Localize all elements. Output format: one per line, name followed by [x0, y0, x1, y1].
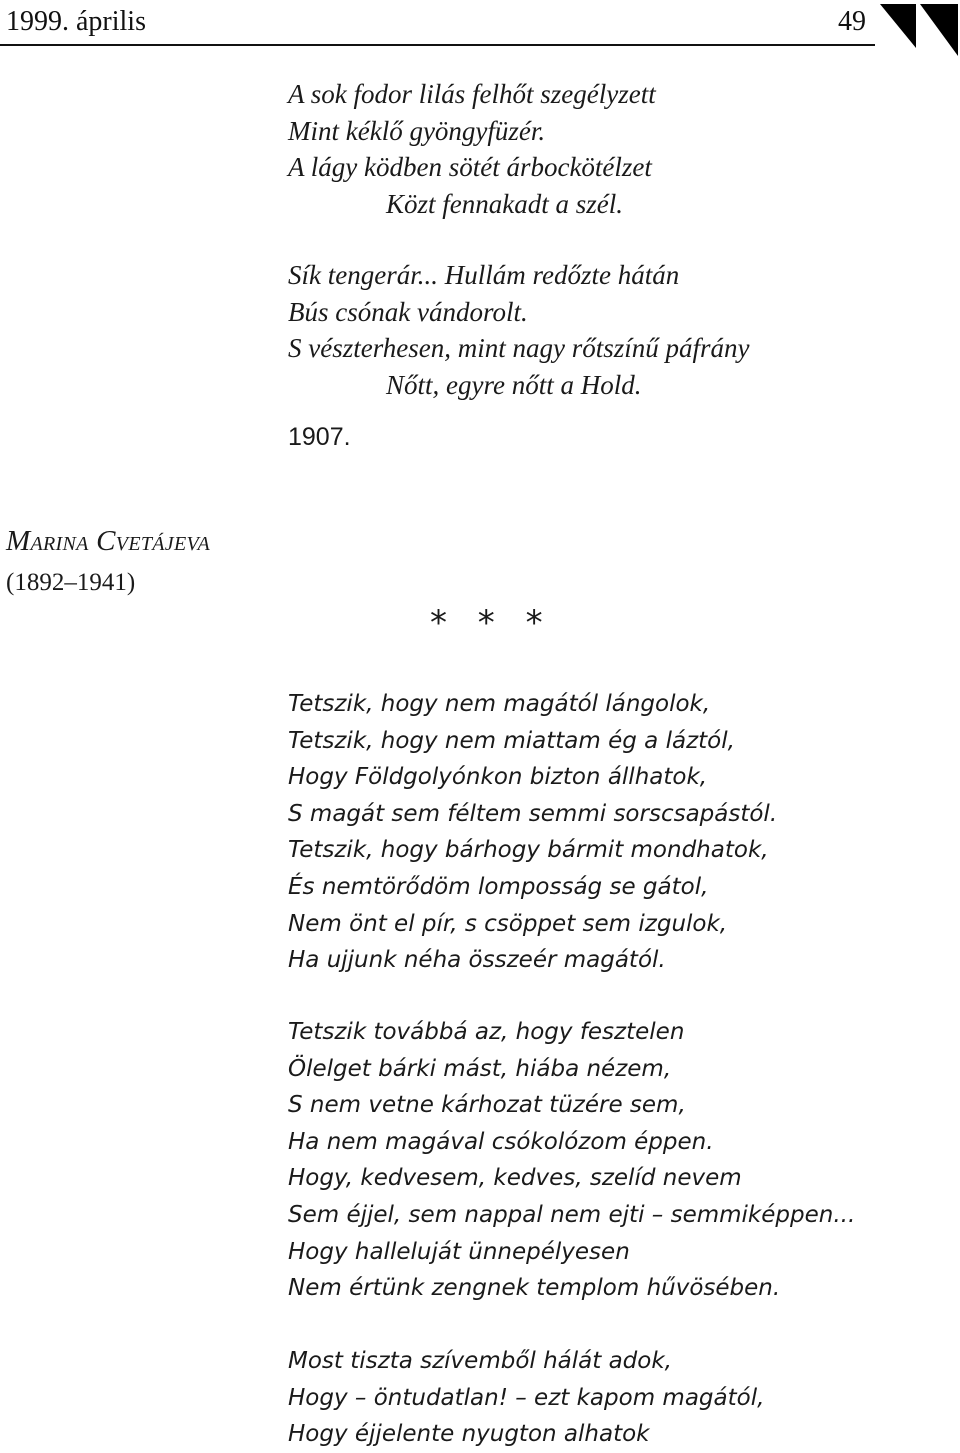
header-date: 1999. április [6, 6, 146, 37]
verse-line: Közt fennakadt a szél. [386, 189, 623, 220]
verse-line: Hogy halleluját ünnepélyesen [288, 1238, 630, 1265]
verse-line: S vészterhesen, mint nagy rőtszínű páfrány [288, 333, 750, 364]
page-number: 49 [838, 6, 866, 37]
verse-line: Sem éjjel, sem nappal nem ejti – semmiképpen... [288, 1201, 856, 1228]
verse-line: Nem önt el pír, s csöppet sem izgulok, [288, 910, 728, 937]
header-rule [0, 44, 875, 46]
verse-line: Tetszik, hogy bárhogy bármit mondhatok, [288, 837, 769, 864]
verse-line: Ha ujjunk néha összeér magától. [288, 947, 666, 974]
author-name: Marina Cvetájeva [6, 525, 211, 557]
verse-line: Hogy – öntudatlan! – ezt kapom magától, [288, 1384, 765, 1411]
verse-line: Most tiszta szívemből hálát adok, [288, 1348, 672, 1374]
poem2-stanza2 [288, 1014, 855, 1307]
verse-line: Ölelget bárki mást, hiába nézem, [288, 1055, 672, 1082]
verse-line: És nemtörődöm lomposság se gátol, [288, 873, 709, 900]
section-separator: * * * [430, 603, 553, 643]
author-lifespan: (1892–1941) [6, 569, 136, 596]
poem1-stanza2 [288, 257, 749, 404]
verse-line: A sok fodor lilás felhőt szegélyzett [288, 79, 656, 109]
verse-line: S magát sem féltem semmi sorscsapástól. [288, 800, 778, 827]
verse-line: Tetszik, hogy nem magától lángolok, [288, 691, 711, 717]
poem1-stanza1 [288, 76, 656, 223]
verse-line: Sík tengerár... Hullám redőzte hátán [288, 260, 680, 290]
verse-line: Ha nem magával csókolózom éppen. [288, 1128, 714, 1155]
verse-line: Bús csónak vándorolt. [288, 296, 528, 327]
poem2-stanza1 [288, 686, 777, 979]
corner-mark-icon [880, 4, 958, 56]
verse-line: Mint kéklő gyöngyfüzér. [288, 115, 546, 146]
poem-date: 1907. [288, 423, 351, 451]
verse-line: Nőtt, egyre nőtt a Hold. [386, 370, 642, 401]
verse-line: S nem vetne kárhozat tüzére sem, [288, 1092, 686, 1119]
verse-line: A lágy ködben sötét árbockötélzet [288, 152, 652, 183]
verse-line: Hogy éjjelente nyugton alhatok [288, 1421, 650, 1448]
verse-line: Tetszik továbbá az, hogy fesztelen [288, 1019, 685, 1045]
verse-line: Hogy, kedvesem, kedves, szelíd nevem [288, 1165, 742, 1192]
verse-line: Nem értünk zengnek templom hűvösében. [288, 1275, 781, 1302]
verse-line: Tetszik, hogy nem miattam ég a láztól, [288, 727, 735, 754]
verse-line: Hogy Földgolyónkon bizton állhatok, [288, 764, 708, 791]
poem2-stanza3 [288, 1343, 764, 1453]
